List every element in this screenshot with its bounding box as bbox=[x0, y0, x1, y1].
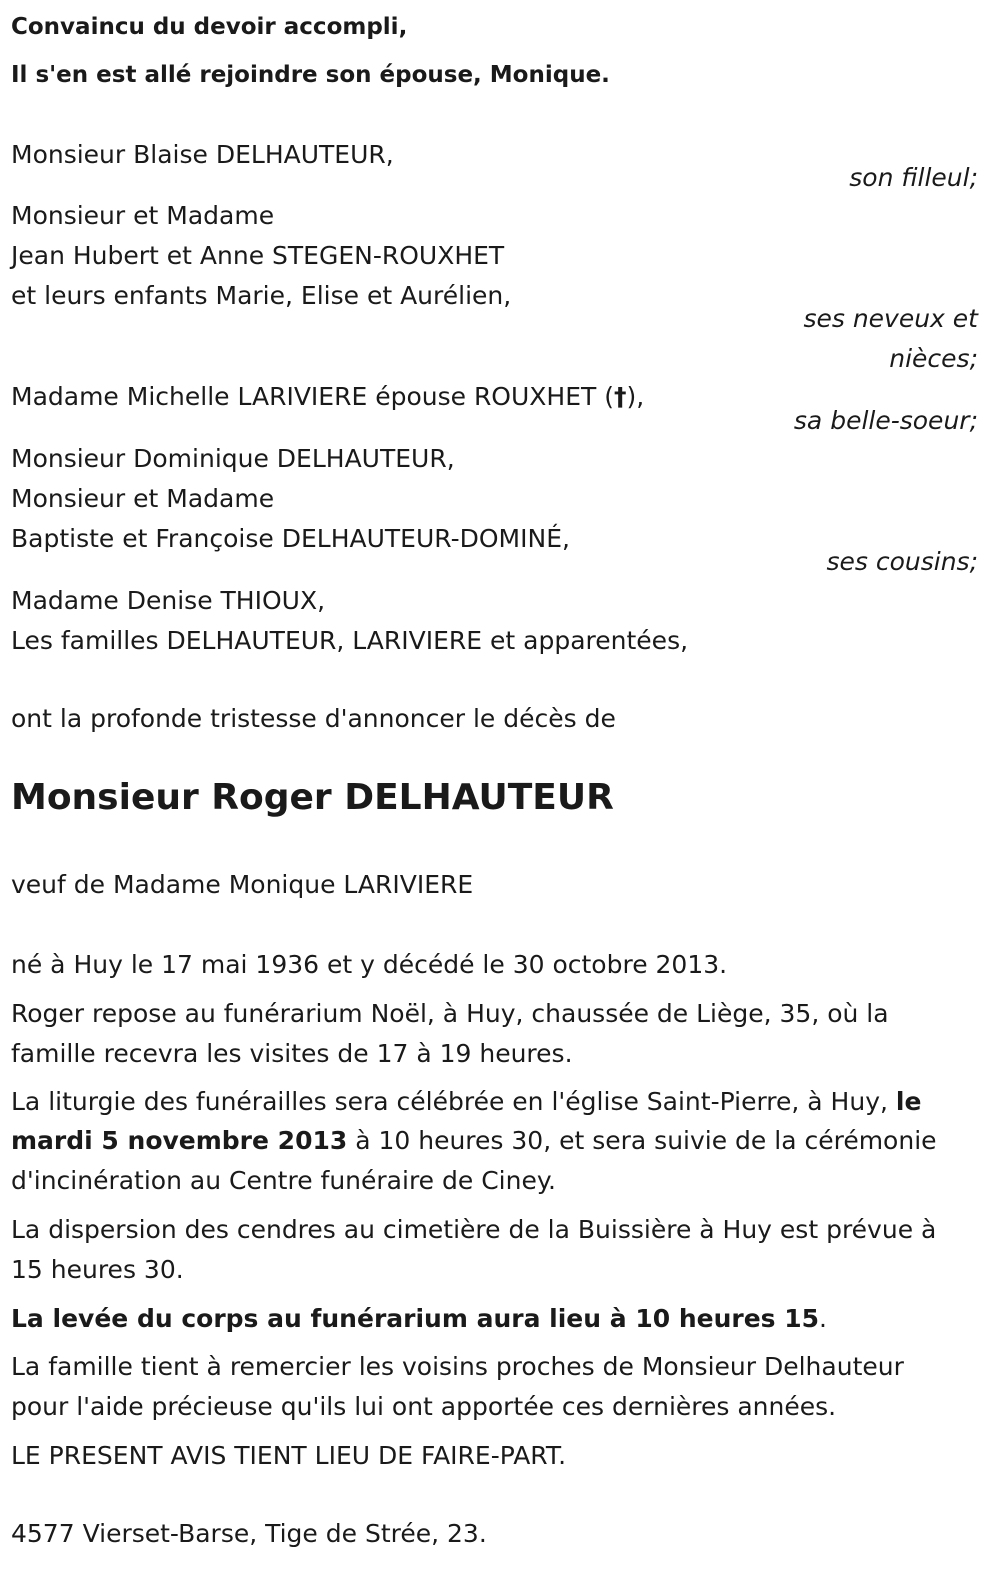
liturgy-line-3: d'incinération au Centre funéraire de Ciney. bbox=[11, 1166, 557, 1195]
levee-text: La levée du corps au funérarium aura lieu à 10 heures 15 bbox=[11, 1304, 820, 1333]
family-baptiste-1: Monsieur et Madame bbox=[11, 484, 275, 513]
family-jean-2: Jean Hubert et Anne STEGEN-ROUXHET bbox=[11, 241, 505, 270]
levee-period: . bbox=[819, 1304, 827, 1333]
thanks-line-2: pour l'aide précieuse qu'ils lui ont apportée ces dernières années. bbox=[11, 1392, 837, 1421]
intro-line-1: Convaincu du devoir accompli, bbox=[11, 14, 408, 40]
family-michelle-name: Madame Michelle LARIVIERE épouse ROUXHET ( bbox=[11, 382, 614, 411]
family-michelle-close: ), bbox=[626, 382, 645, 411]
cross-icon: † bbox=[613, 382, 627, 411]
liturgy-line-1-text: La liturgie des funérailles sera célébrée en l'église Saint-Pierre, à Huy, bbox=[11, 1087, 896, 1116]
repose-line-2: famille recevra les visites de 17 à 19 heures. bbox=[11, 1039, 573, 1068]
widower-text: veuf de Madame Monique LARIVIERE bbox=[11, 870, 474, 899]
dispersion-line-2: 15 heures 30. bbox=[11, 1255, 184, 1284]
liturgy-line-1 bbox=[11, 1089, 921, 1114]
intro-line-2: Il s'en est allé rejoindre son épouse, Monique. bbox=[11, 62, 610, 88]
liturgy-date: mardi 5 novembre 2013 bbox=[11, 1126, 348, 1155]
notice-text: LE PRESENT AVIS TIENT LIEU DE FAIRE-PART. bbox=[11, 1441, 567, 1470]
liturgy-line-2-text: à 10 heures 30, et sera suivie de la cérémonie bbox=[347, 1126, 937, 1155]
relation-filleul: son filleul; bbox=[849, 163, 978, 192]
birth-death-text: né à Huy le 17 mai 1936 et y décédé le 30 octobre 2013. bbox=[11, 950, 728, 979]
family-dominique: Monsieur Dominique DELHAUTEUR, bbox=[11, 444, 455, 473]
family-jean-3: et leurs enfants Marie, Elise et Aurélien, bbox=[11, 281, 512, 310]
repose-line-1: Roger repose au funérarium Noël, à Huy, chaussée de Liège, 35, où la bbox=[11, 999, 889, 1028]
relation-belle-soeur: sa belle-soeur; bbox=[793, 406, 978, 435]
family-blaise: Monsieur Blaise DELHAUTEUR, bbox=[11, 140, 394, 169]
liturgy-line-1-bold: le bbox=[895, 1087, 922, 1116]
family-baptiste-2: Baptiste et Françoise DELHAUTEUR-DOMINÉ, bbox=[11, 524, 570, 553]
announce-text: ont la profonde tristesse d'annoncer le décès de bbox=[11, 704, 616, 733]
family-jean-1: Monsieur et Madame bbox=[11, 201, 275, 230]
relation-cousins: ses cousins; bbox=[826, 547, 978, 576]
family-michelle bbox=[11, 384, 644, 409]
deceased-name: Monsieur Roger DELHAUTEUR bbox=[11, 777, 614, 818]
levee-line bbox=[11, 1306, 827, 1331]
relation-neveux-2: nièces; bbox=[889, 344, 978, 373]
family-familles: Les familles DELHAUTEUR, LARIVIERE et apparentées, bbox=[11, 626, 689, 655]
dispersion-line-1: La dispersion des cendres au cimetière de la Buissière à Huy est prévue à bbox=[11, 1215, 937, 1244]
relation-neveux-1: ses neveux et bbox=[803, 304, 978, 333]
family-denise: Madame Denise THIOUX, bbox=[11, 586, 326, 615]
address-text: 4577 Vierset-Barse, Tige de Strée, 23. bbox=[11, 1519, 487, 1548]
thanks-line-1: La famille tient à remercier les voisins proches de Monsieur Delhauteur bbox=[11, 1352, 904, 1381]
liturgy-line-2 bbox=[11, 1128, 937, 1153]
